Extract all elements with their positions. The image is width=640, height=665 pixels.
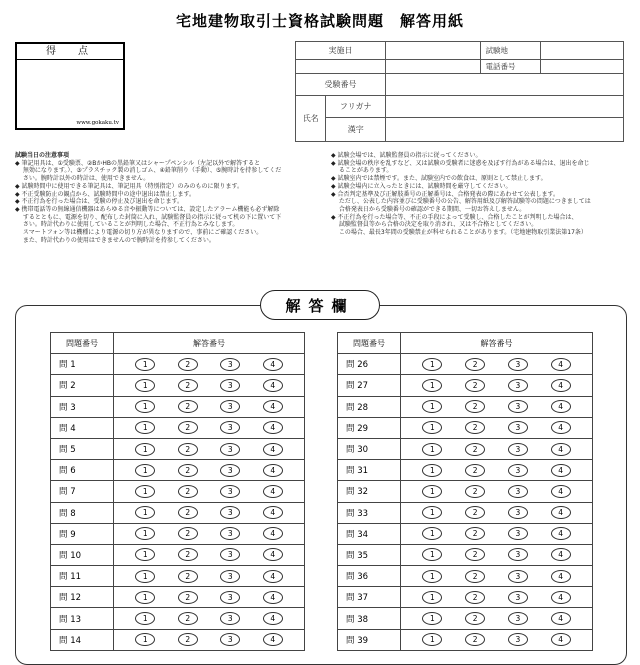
answer-bubble[interactable]: 1 bbox=[135, 527, 155, 540]
phone-label: 電話番号 bbox=[481, 60, 541, 74]
answer-bubble[interactable]: 2 bbox=[465, 570, 485, 583]
question-number: 問 6 bbox=[51, 460, 114, 481]
answer-options bbox=[401, 544, 593, 565]
notes-left bbox=[15, 152, 315, 244]
question-number: 問 32 bbox=[338, 481, 401, 502]
answer-options bbox=[401, 375, 593, 396]
answer-row bbox=[338, 375, 593, 396]
answer-bubble[interactable]: 2 bbox=[178, 358, 198, 371]
furigana-field[interactable] bbox=[386, 96, 624, 118]
answer-bubble[interactable]: 4 bbox=[551, 400, 571, 413]
answer-bubble[interactable]: 3 bbox=[508, 570, 528, 583]
answer-options bbox=[114, 417, 305, 438]
question-number: 問 37 bbox=[338, 587, 401, 608]
kanji-label: 漢字 bbox=[326, 118, 386, 142]
answer-row bbox=[338, 460, 593, 481]
answer-options bbox=[114, 608, 305, 629]
note-line: ◆ 携帯電話等の無線通信機器はあらゆる音や振動等については、設定したアラーム機能も必ず解除 bbox=[15, 205, 280, 213]
answer-bubble[interactable]: 4 bbox=[551, 443, 571, 456]
exam-site-field[interactable] bbox=[541, 42, 624, 60]
answer-row bbox=[51, 566, 305, 587]
answer-bubble[interactable]: 1 bbox=[135, 612, 155, 625]
answer-bubble[interactable]: 4 bbox=[263, 570, 283, 583]
answer-options bbox=[114, 481, 305, 502]
answer-bubble[interactable]: 4 bbox=[263, 379, 283, 392]
answer-options bbox=[114, 502, 305, 523]
question-number: 問 12 bbox=[51, 587, 114, 608]
answer-table-left bbox=[50, 332, 305, 651]
note-line: ◆ 試験会場内に立入ったときには、試験時間を厳守してください。 bbox=[331, 182, 512, 190]
blank-cell bbox=[386, 60, 481, 74]
answer-options bbox=[114, 460, 305, 481]
note-line: ◆ 試験時間中に使用できる筆記具は、筆記用具（特別指定）のみのものに限ります。 bbox=[15, 182, 244, 190]
answer-bubble[interactable]: 4 bbox=[263, 527, 283, 540]
answer-options bbox=[401, 566, 593, 587]
note-line: ◆ 試験室内では禁煙です。また、試験室内での飲食は、原則として禁止します。 bbox=[331, 175, 547, 183]
answer-bubble[interactable]: 4 bbox=[263, 633, 283, 646]
answer-bubble[interactable]: 2 bbox=[178, 421, 198, 434]
exam-site-label: 試験地 bbox=[481, 42, 541, 60]
question-number: 問 27 bbox=[338, 375, 401, 396]
answer-bubble[interactable]: 4 bbox=[551, 506, 571, 519]
score-label: 得 点 bbox=[17, 44, 123, 60]
answer-bubble[interactable]: 2 bbox=[465, 527, 485, 540]
note-line: スマートフォン等は機種により電源の切り方が異なりますので、事前にご確認ください。 bbox=[15, 229, 263, 237]
answer-bubble[interactable]: 4 bbox=[551, 358, 571, 371]
answer-row bbox=[51, 396, 305, 417]
answer-bubble[interactable]: 1 bbox=[422, 591, 442, 604]
answer-bubble[interactable]: 2 bbox=[465, 400, 485, 413]
answer-bubble[interactable]: 2 bbox=[178, 633, 198, 646]
answer-row bbox=[51, 608, 305, 629]
answer-bubble[interactable]: 1 bbox=[135, 358, 155, 371]
answer-row bbox=[51, 460, 305, 481]
answer-bubble[interactable]: 2 bbox=[465, 633, 485, 646]
answer-options bbox=[401, 523, 593, 544]
answer-header: 解答番号 bbox=[114, 333, 305, 354]
answer-bubble[interactable]: 3 bbox=[220, 633, 240, 646]
answer-section-title: 解答欄 bbox=[260, 290, 380, 320]
answer-bubble[interactable]: 2 bbox=[465, 358, 485, 371]
answer-bubble[interactable]: 4 bbox=[263, 485, 283, 498]
answer-bubble[interactable]: 2 bbox=[465, 379, 485, 392]
answer-bubble[interactable]: 2 bbox=[178, 612, 198, 625]
answer-row bbox=[51, 417, 305, 438]
note-line: ◆ 試験会場では、試験監督員の指示に従ってください。 bbox=[331, 152, 482, 159]
answer-bubble[interactable]: 2 bbox=[178, 570, 198, 583]
answer-bubble[interactable]: 1 bbox=[422, 527, 442, 540]
note-line: ◆ 筆記用具は、①受験票、②BかHBの黒鉛筆又はシャープペンシル（左記以外で解答すると bbox=[15, 159, 261, 167]
answer-bubble[interactable]: 2 bbox=[178, 485, 198, 498]
question-number: 問 35 bbox=[338, 544, 401, 565]
answer-row bbox=[338, 396, 593, 417]
question-number: 問 2 bbox=[51, 375, 114, 396]
score-box bbox=[15, 42, 125, 130]
answer-bubble[interactable]: 1 bbox=[135, 570, 155, 583]
answer-options bbox=[114, 544, 305, 565]
answer-bubble[interactable]: 3 bbox=[220, 527, 240, 540]
answer-bubble[interactable]: 4 bbox=[263, 443, 283, 456]
question-number: 問 5 bbox=[51, 438, 114, 459]
note-line: ◆ 不正行為を行った場合等、不正の手段によって受験し、合格したことが判明した場合は、 bbox=[331, 213, 578, 221]
answer-row bbox=[338, 544, 593, 565]
answer-bubble[interactable]: 3 bbox=[508, 633, 528, 646]
note-line: するとともに、電源を切り、配布した封筒に入れ、試験監督員の指示に従って机の下に置いて下 bbox=[15, 213, 282, 221]
question-number: 問 33 bbox=[338, 502, 401, 523]
answer-options bbox=[401, 417, 593, 438]
answer-bubble[interactable]: 3 bbox=[508, 358, 528, 371]
answer-options bbox=[401, 460, 593, 481]
question-number: 問 10 bbox=[51, 544, 114, 565]
answer-bubble[interactable]: 4 bbox=[551, 570, 571, 583]
answer-bubble[interactable]: 3 bbox=[508, 443, 528, 456]
answer-bubble[interactable]: 4 bbox=[551, 421, 571, 434]
answer-bubble[interactable]: 1 bbox=[135, 400, 155, 413]
note-line: ◆ 不正受験防止の観点から、試験時間中の途中退出は禁止します。 bbox=[15, 190, 196, 198]
answer-bubble[interactable]: 4 bbox=[551, 548, 571, 561]
exam-date-field[interactable] bbox=[386, 42, 481, 60]
question-number: 問 28 bbox=[338, 396, 401, 417]
answer-options bbox=[401, 587, 593, 608]
note-line: ることがあります。 bbox=[331, 167, 393, 175]
answer-row bbox=[338, 502, 593, 523]
answer-bubble[interactable]: 4 bbox=[551, 633, 571, 646]
answer-row bbox=[51, 502, 305, 523]
answer-row bbox=[51, 481, 305, 502]
question-number: 問 14 bbox=[51, 629, 114, 650]
answer-bubble[interactable]: 3 bbox=[220, 591, 240, 604]
answer-options bbox=[114, 396, 305, 417]
answer-bubble[interactable]: 3 bbox=[508, 591, 528, 604]
answer-options bbox=[401, 502, 593, 523]
note-line: この場合、最長3年間の受験禁止が科せられることがあります。（宅地建物取引業法第17条） bbox=[331, 229, 587, 237]
furigana-label: フリガナ bbox=[326, 96, 386, 118]
answer-bubble[interactable]: 1 bbox=[135, 485, 155, 498]
note-line: ◆ 試験会場の秩序を乱すなど、又は試験の受験者に迷惑を及ぼす行為がある場合は、退出を命じ bbox=[331, 159, 590, 167]
question-number: 問 34 bbox=[338, 523, 401, 544]
answer-bubble[interactable]: 1 bbox=[422, 443, 442, 456]
answer-bubble[interactable]: 2 bbox=[465, 421, 485, 434]
answer-bubble[interactable]: 2 bbox=[178, 548, 198, 561]
note-line: 試験当日の注意事項 bbox=[15, 152, 70, 159]
answer-row bbox=[338, 417, 593, 438]
answer-bubble[interactable]: 3 bbox=[508, 485, 528, 498]
answer-bubble[interactable]: 3 bbox=[508, 527, 528, 540]
answer-bubble[interactable]: 3 bbox=[508, 506, 528, 519]
answer-bubble[interactable]: 2 bbox=[465, 443, 485, 456]
answer-bubble[interactable]: 3 bbox=[508, 548, 528, 561]
answer-bubble[interactable]: 4 bbox=[263, 358, 283, 371]
answer-row bbox=[338, 587, 593, 608]
answer-row bbox=[338, 481, 593, 502]
answer-bubble[interactable]: 2 bbox=[465, 485, 485, 498]
page-title: 宅地建物取引士資格試験問題 解答用紙 bbox=[175, 12, 464, 30]
answer-bubble[interactable]: 2 bbox=[178, 443, 198, 456]
answer-bubble[interactable]: 4 bbox=[263, 464, 283, 477]
answer-bubble[interactable]: 3 bbox=[508, 400, 528, 413]
answer-bubble[interactable]: 1 bbox=[135, 633, 155, 646]
note-line: さい。腕時計以外の時計は、使用できません。 bbox=[15, 175, 150, 183]
answer-bubble[interactable]: 1 bbox=[135, 591, 155, 604]
question-number: 問 39 bbox=[338, 629, 401, 650]
exam-date-label: 実施日 bbox=[296, 42, 386, 60]
note-line: ◆ 不正行為を行った場合は、受験の停止及び退出を命じます。 bbox=[15, 198, 184, 206]
question-number: 問 38 bbox=[338, 608, 401, 629]
answer-options bbox=[401, 438, 593, 459]
answer-table-right bbox=[337, 332, 593, 651]
question-number: 問 30 bbox=[338, 438, 401, 459]
answer-bubble[interactable]: 4 bbox=[551, 612, 571, 625]
question-number: 問 3 bbox=[51, 396, 114, 417]
answer-row bbox=[51, 375, 305, 396]
answer-bubble[interactable]: 1 bbox=[422, 400, 442, 413]
answer-bubble[interactable]: 1 bbox=[135, 464, 155, 477]
candidate-info-table bbox=[295, 41, 624, 142]
answer-bubble[interactable]: 3 bbox=[220, 548, 240, 561]
answer-bubble[interactable]: 3 bbox=[220, 421, 240, 434]
answer-row bbox=[338, 354, 593, 375]
question-number: 問 11 bbox=[51, 566, 114, 587]
note-line: ただし、公表した内容並びに受験番号の公告、解答用紙及び解答試験等の問題につきましては bbox=[331, 198, 591, 206]
answer-options bbox=[114, 375, 305, 396]
answer-options bbox=[401, 396, 593, 417]
answer-options bbox=[114, 438, 305, 459]
answer-bubble[interactable]: 1 bbox=[422, 464, 442, 477]
answer-bubble[interactable]: 2 bbox=[178, 506, 198, 519]
answer-options bbox=[114, 566, 305, 587]
note-line: ◆ 合否判定基準及び正解肢番号の正解番号は、合格発表の際にあわせて公表します。 bbox=[331, 190, 560, 198]
answer-bubble[interactable]: 4 bbox=[551, 464, 571, 477]
question-number: 問 26 bbox=[338, 354, 401, 375]
answer-row bbox=[338, 608, 593, 629]
answer-bubble[interactable]: 2 bbox=[465, 548, 485, 561]
answer-options bbox=[114, 354, 305, 375]
note-line: 無効になります。）、③プラスチック製の消しゴム、④鉛筆削り（手動）、⑤腕時計を持参してくだ bbox=[15, 167, 282, 175]
question-number: 問 7 bbox=[51, 481, 114, 502]
answer-bubble[interactable]: 1 bbox=[422, 379, 442, 392]
answer-row bbox=[338, 523, 593, 544]
answer-bubble[interactable]: 3 bbox=[220, 443, 240, 456]
question-number: 問 13 bbox=[51, 608, 114, 629]
answer-bubble[interactable]: 4 bbox=[263, 612, 283, 625]
answer-bubble[interactable]: 3 bbox=[220, 400, 240, 413]
answer-bubble[interactable]: 2 bbox=[178, 464, 198, 477]
answer-bubble[interactable]: 2 bbox=[465, 506, 485, 519]
answer-bubble[interactable]: 1 bbox=[422, 633, 442, 646]
question-header: 問題番号 bbox=[338, 333, 401, 354]
exam-number-label: 受験番号 bbox=[296, 74, 386, 96]
answer-bubble[interactable]: 2 bbox=[178, 400, 198, 413]
answer-row bbox=[51, 438, 305, 459]
answer-bubble[interactable]: 4 bbox=[551, 527, 571, 540]
answer-row bbox=[51, 354, 305, 375]
answer-bubble[interactable]: 3 bbox=[508, 612, 528, 625]
answer-bubble[interactable]: 1 bbox=[422, 612, 442, 625]
answer-bubble[interactable]: 3 bbox=[508, 379, 528, 392]
answer-bubble[interactable]: 2 bbox=[178, 379, 198, 392]
question-number: 問 9 bbox=[51, 523, 114, 544]
answer-bubble[interactable]: 4 bbox=[263, 400, 283, 413]
answer-bubble[interactable]: 3 bbox=[508, 421, 528, 434]
answer-bubble[interactable]: 1 bbox=[422, 485, 442, 498]
answer-row bbox=[51, 544, 305, 565]
answer-options bbox=[401, 481, 593, 502]
answer-bubble[interactable]: 1 bbox=[135, 443, 155, 456]
question-number: 問 1 bbox=[51, 354, 114, 375]
answer-bubble[interactable]: 2 bbox=[465, 612, 485, 625]
answer-bubble[interactable]: 3 bbox=[508, 464, 528, 477]
answer-row bbox=[51, 523, 305, 544]
answer-bubble[interactable]: 1 bbox=[135, 421, 155, 434]
note-line: さい。時計代わりに使用していることが判明した場合、不正行為とみなします。 bbox=[15, 221, 239, 229]
question-number: 問 36 bbox=[338, 566, 401, 587]
answer-options bbox=[401, 354, 593, 375]
answer-bubble[interactable]: 1 bbox=[422, 358, 442, 371]
note-line: 試験監督員等から合格の決定を取り消され、又は不合格としてください。 bbox=[331, 221, 538, 229]
answer-row bbox=[338, 566, 593, 587]
answer-bubble[interactable]: 2 bbox=[465, 591, 485, 604]
answer-bubble[interactable]: 1 bbox=[135, 548, 155, 561]
answer-bubble[interactable]: 1 bbox=[135, 379, 155, 392]
answer-bubble[interactable]: 4 bbox=[551, 591, 571, 604]
notes-right bbox=[331, 152, 629, 237]
answer-bubble[interactable]: 3 bbox=[220, 485, 240, 498]
answer-row bbox=[338, 438, 593, 459]
answer-bubble[interactable]: 3 bbox=[220, 379, 240, 392]
name-label: 氏名 bbox=[296, 96, 326, 142]
answer-bubble[interactable]: 1 bbox=[422, 421, 442, 434]
answer-bubble[interactable]: 4 bbox=[551, 485, 571, 498]
question-number: 問 8 bbox=[51, 502, 114, 523]
answer-bubble[interactable]: 1 bbox=[422, 570, 442, 583]
answer-bubble[interactable]: 3 bbox=[220, 506, 240, 519]
site-url: www.gokaku.tv bbox=[76, 120, 119, 126]
phone-field[interactable] bbox=[541, 60, 624, 74]
answer-bubble[interactable]: 4 bbox=[263, 506, 283, 519]
answer-bubble[interactable]: 4 bbox=[263, 421, 283, 434]
question-number: 問 4 bbox=[51, 417, 114, 438]
answer-bubble[interactable]: 1 bbox=[422, 506, 442, 519]
question-header: 問題番号 bbox=[51, 333, 114, 354]
answer-bubble[interactable]: 4 bbox=[263, 591, 283, 604]
answer-bubble[interactable]: 2 bbox=[465, 464, 485, 477]
answer-header: 解答番号 bbox=[401, 333, 593, 354]
question-number: 問 29 bbox=[338, 417, 401, 438]
answer-bubble[interactable]: 2 bbox=[178, 591, 198, 604]
kanji-field[interactable] bbox=[386, 118, 624, 142]
answer-options bbox=[114, 587, 305, 608]
note-line: 合格発表日から受験番号の確認ができる期間、一切お答えしません。 bbox=[331, 205, 526, 213]
answer-bubble[interactable]: 3 bbox=[220, 358, 240, 371]
blank-cell bbox=[296, 60, 386, 74]
answer-bubble[interactable]: 1 bbox=[135, 506, 155, 519]
exam-number-field[interactable] bbox=[386, 74, 624, 96]
answer-bubble[interactable]: 3 bbox=[220, 612, 240, 625]
answer-bubble[interactable]: 4 bbox=[263, 548, 283, 561]
answer-bubble[interactable]: 1 bbox=[422, 548, 442, 561]
answer-bubble[interactable]: 3 bbox=[220, 570, 240, 583]
answer-bubble[interactable]: 2 bbox=[178, 527, 198, 540]
answer-options bbox=[401, 608, 593, 629]
note-line: また、時計代わりの使用はできませんので腕時計を持参してください。 bbox=[15, 236, 215, 244]
answer-options bbox=[114, 523, 305, 544]
answer-bubble[interactable]: 4 bbox=[551, 379, 571, 392]
answer-bubble[interactable]: 3 bbox=[220, 464, 240, 477]
question-number: 問 31 bbox=[338, 460, 401, 481]
answer-row bbox=[51, 587, 305, 608]
